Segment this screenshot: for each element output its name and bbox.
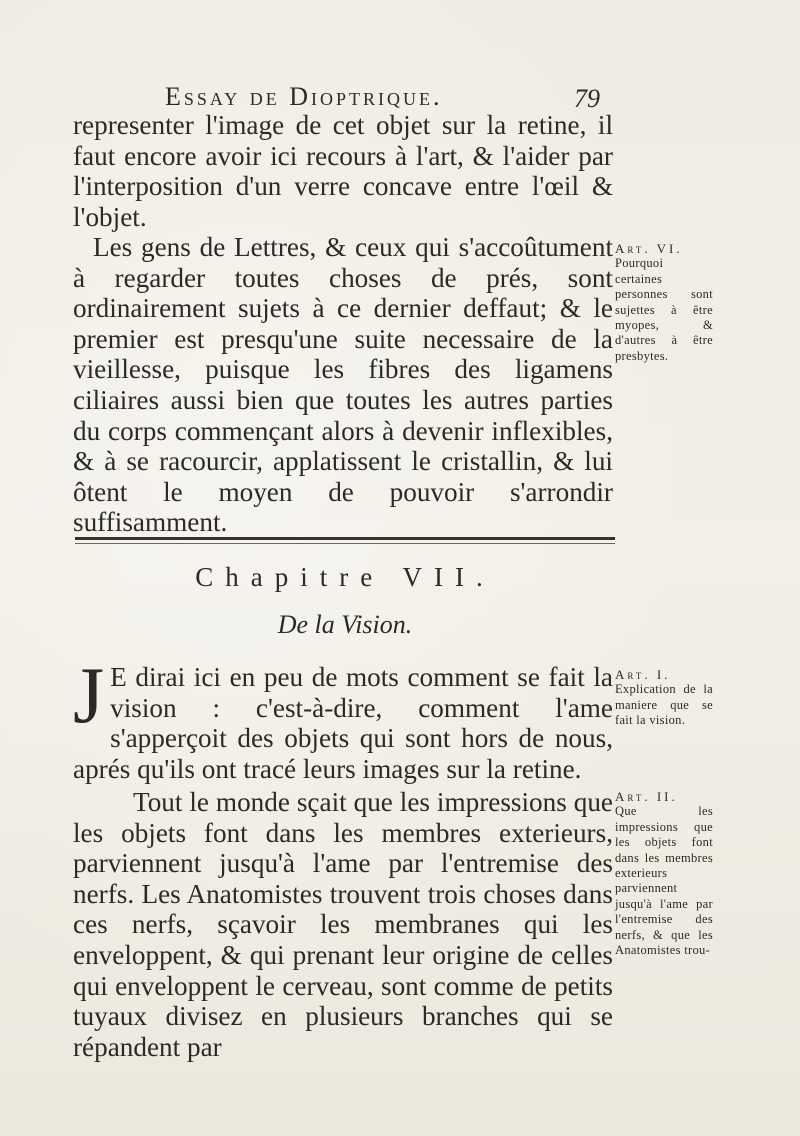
margin-note-art-ii <box>615 789 713 958</box>
margin-note-article: Art. II. <box>615 789 678 804</box>
paragraph-text: E dirai ici en peu de mots comment se fait la vision : c'est-à-dire, comment l'ame s'apperçoit des objets qui sont hors de nous, aprés qu'ils ont tracé leurs images sur la retine. <box>73 662 613 784</box>
paragraph-text: Tout le monde sçait que les impressions que les objets font dans les membres exterieurs, parviennent jusqu'à l'ame par l'entremise des nerfs. Les Anatomistes trouvent trois choses dans ces nerfs, sçavoir les membranes qui les enveloppent, & qui prenant leur origine de celles qui enveloppent le cerveau, sont comme de petits tuyaux divisez en plusieurs branches qui se répandent par <box>73 787 613 1062</box>
paragraph-art-vi <box>73 232 613 538</box>
margin-note-art-vi <box>615 241 713 364</box>
paragraph-text: representer l'image de cet objet sur la retine, il faut encore avoir ici recours à l'art, & l'aider par l'interposition d'un verre concave entre l'œil & l'objet. <box>73 110 613 232</box>
paragraph-art-ii <box>73 787 613 1062</box>
margin-note-text: Pourquoi certaines personnes sont sujettes à être myopes, & d'autres à être presbytes. <box>615 256 713 363</box>
paragraph-text: Les gens de Lettres, & ceux qui s'accoûtument à regarder toutes choses de prés, sont ordinairement sujets à ce dernier deffaut; & le premier est presqu'une suite necessaire de la vieillesse, puisque les fibres des ligamens ciliaires aussi bien que toutes les autres parties du corps commençant alors à devenir inflexibles, & à se racourcir, applatissent le cristallin, & lui ôtent le moyen de pouvoir s'arrondir suffisamment. <box>73 232 613 538</box>
running-title: Essay de Dioptrique. <box>165 82 443 111</box>
chapter-divider-rule <box>75 537 615 540</box>
chapter-divider-rule-thin <box>75 543 615 544</box>
margin-note-text: Explication de la maniere que se fait la vision. <box>615 682 713 728</box>
margin-note-text: Que les impressions que les objets font dans les membres exterieurs parviennent jusqu'à l'ame par l'entremise des nerfs, & que les Anatomistes trou- <box>615 804 713 958</box>
paragraph-continuation <box>73 110 613 232</box>
page-number: 79 <box>574 84 600 113</box>
margin-note-art-i <box>615 667 713 729</box>
chapter-subtitle: De la Vision. <box>277 610 413 639</box>
paragraph-art-i <box>73 652 613 784</box>
margin-note-article: Art. VI. <box>615 241 683 256</box>
margin-note-article: Art. I. <box>615 667 671 682</box>
chapter-title: Chapitre VII. <box>195 562 495 592</box>
drop-cap: J <box>73 652 105 740</box>
